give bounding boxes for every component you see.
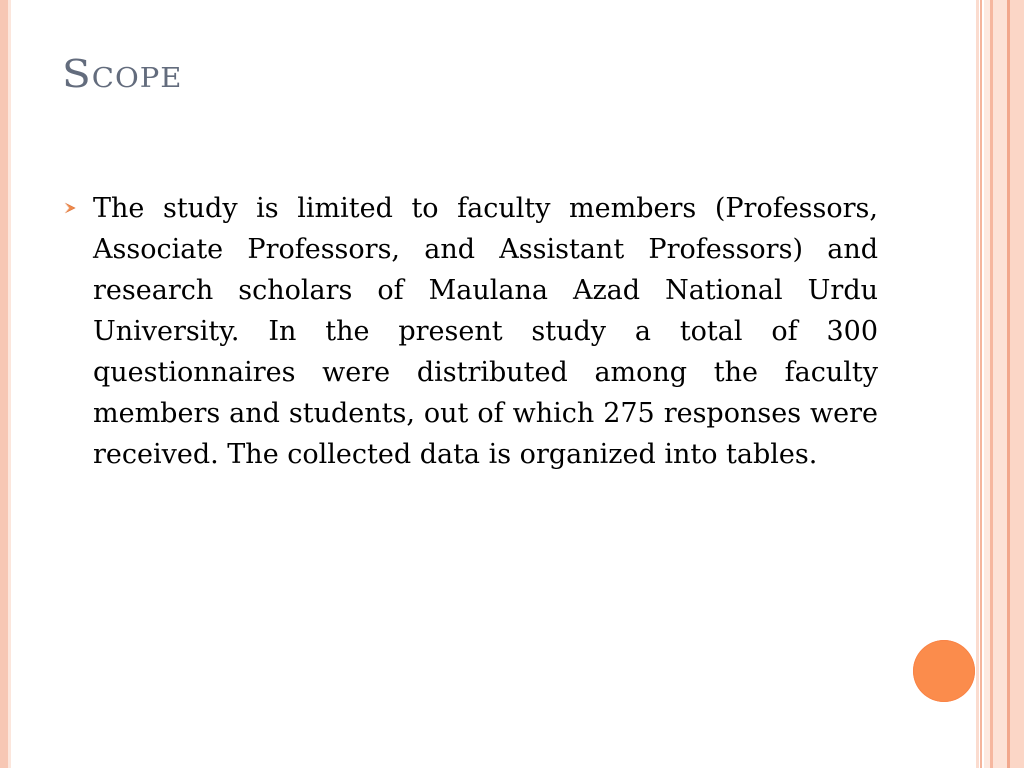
stripe — [980, 0, 982, 768]
bullet-text: The study is limited to faculty members (Professors, Associate Professors, and Assistant Professors) and research scholars of Maulana Azad National Urdu University. In the present study a total of 300 questionnaires were distributed among the faculty members and students, out of which 275 responses were received. The collected data is organized into tables. — [93, 193, 878, 470]
stripe — [1010, 0, 1024, 768]
slide-title: Scope — [62, 51, 183, 97]
bullet-item — [62, 188, 878, 475]
arrowhead-bullet-icon — [64, 202, 76, 214]
left-border-decoration — [0, 0, 8, 768]
stripe — [976, 0, 979, 768]
slide-content — [62, 188, 878, 475]
accent-circle — [913, 640, 975, 702]
stripe — [993, 0, 1007, 768]
right-stripes-decoration — [976, 0, 1024, 768]
